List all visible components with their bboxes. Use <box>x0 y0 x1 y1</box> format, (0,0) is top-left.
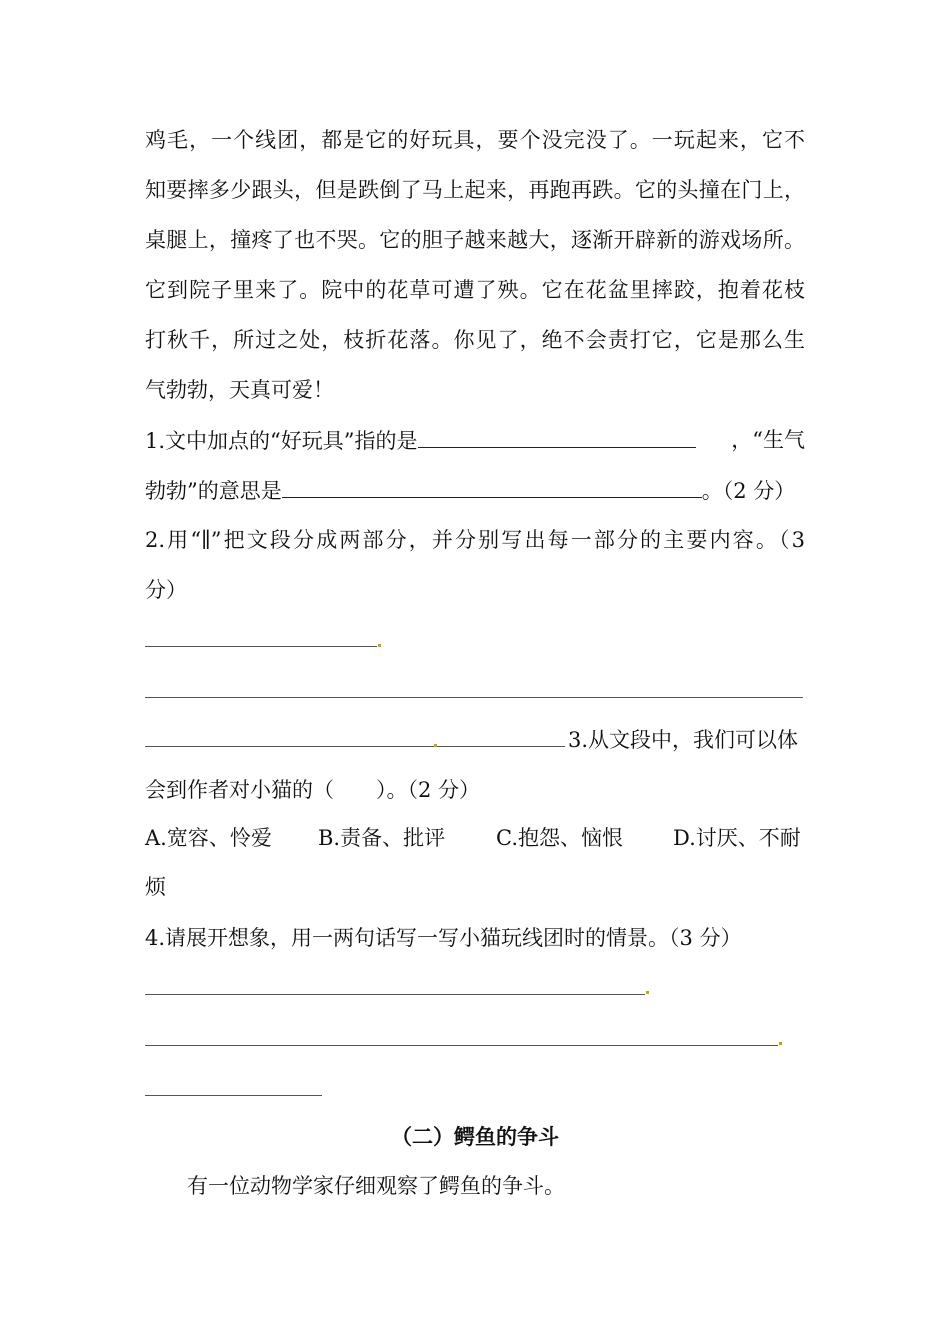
answer-line-2a[interactable] <box>145 646 377 647</box>
mark-dot <box>378 644 381 647</box>
question-1-text-c: 勃勃”的意思是 <box>145 479 282 503</box>
option-d[interactable]: D.讨厌、不耐 <box>673 826 801 850</box>
passage-line-2: 知要摔多少跟头，但是跌倒了马上起来，再跑再跌。它的头撞在门上， <box>145 178 805 202</box>
option-a[interactable]: A.宽容、怜爱 <box>145 826 272 850</box>
answer-line-4a[interactable] <box>145 994 645 995</box>
question-1-line-1 <box>145 425 805 456</box>
question-2-line-1: 2.用“∥”把文段分成两部分，并分别写出每一部分的主要内容。（3 <box>145 528 805 552</box>
question-1-text-b: ，“生气 <box>731 428 805 452</box>
question-3-line-2: 会到作者对小猫的（ ）。（2 分） <box>145 778 481 802</box>
question-3-options-tail: 烦 <box>145 875 166 899</box>
section-2-first-line: 有一位动物学家仔细观察了鳄鱼的争斗。 <box>187 1174 565 1198</box>
answer-line-4c[interactable] <box>145 1095 322 1096</box>
answer-line-2c[interactable] <box>145 746 565 747</box>
answer-line-4b[interactable] <box>145 1045 778 1046</box>
option-c[interactable]: C.抱怨、恼恨 <box>496 826 623 850</box>
question-2-line-2: 分） <box>145 578 187 602</box>
mark-dot <box>434 744 437 747</box>
passage-line-6: 气勃勃，天真可爱！ <box>145 378 334 402</box>
mark-dot <box>779 1042 782 1045</box>
section-2-title: （二）鳄鱼的争斗 <box>391 1124 559 1149</box>
question-1-score: 。（2 分） <box>701 479 796 503</box>
passage-line-5: 打秋千，所过之处，枝折花落。你见了，绝不会责打它，它是那么生 <box>145 328 805 352</box>
passage-line-1: 鸡毛，一个线团，都是它的好玩具，要个没完没了。一玩起来，它不 <box>145 128 805 152</box>
answer-blank-2[interactable] <box>282 475 702 498</box>
passage-line-4: 它到院子里来了。院中的花草可遭了殃。它在花盆里摔跤，抱着花枝 <box>145 278 805 302</box>
question-1-text-a: 1.文中加点的“好玩具”指的是 <box>145 429 418 453</box>
mark-dot <box>646 991 649 994</box>
answer-line-2b[interactable] <box>145 697 803 698</box>
question-3-line-1: 3.从文段中，我们可以体 <box>568 728 799 752</box>
option-b[interactable]: B.责备、批评 <box>318 826 446 850</box>
question-4-line-1: 4.请展开想象，用一两句话写一写小猫玩线团时的情景。（3 分） <box>145 926 742 950</box>
answer-blank-1[interactable] <box>418 425 696 448</box>
question-1-line-2 <box>145 475 795 506</box>
passage-line-3: 桌腿上，撞疼了也不哭。它的胆子越来越大，逐渐开辟新的游戏场所。 <box>145 228 805 252</box>
